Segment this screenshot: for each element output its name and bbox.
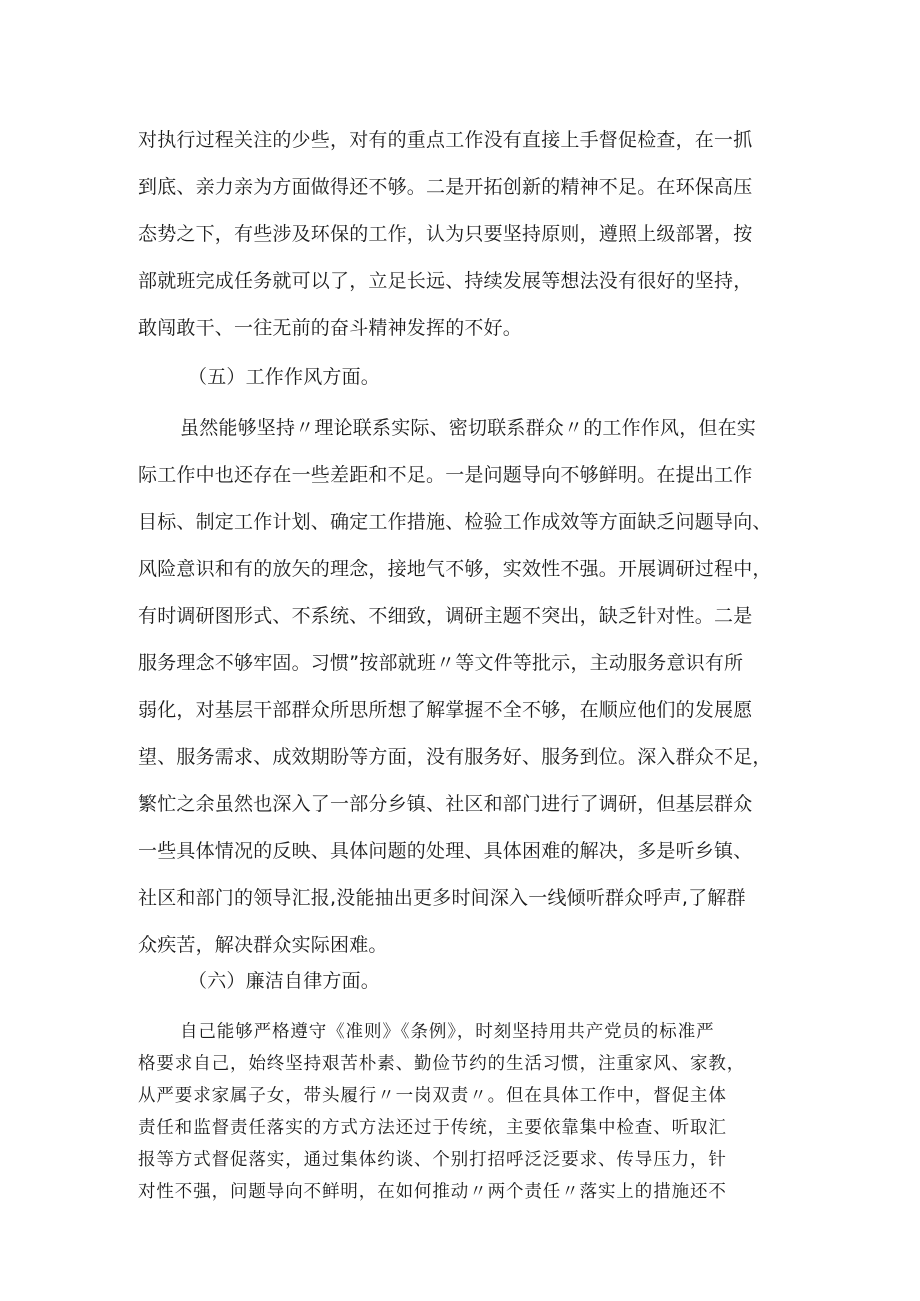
paragraph-line: 自己能够严格遵守《准则》《条例》，时刻坚持用共产党员的标准严 (180, 1022, 715, 1042)
paragraph-line: 众疾苦，解决群众实际困难。 (138, 934, 388, 956)
paragraph-line: 望、服务需求、成效期盼等方面，没有服务好、服务到位。深入群众不足， (138, 746, 772, 768)
paragraph-line: 态势之下，有些涉及环保的工作，认为只要坚持原则，遵照上级部署，按 (138, 223, 753, 245)
paragraph-line: 到底、亲力亲为方面做得还不够。二是开拓创新的精神不足。在环保高压 (138, 176, 753, 198)
paragraph-line: 敢闯敢干、一往无前的奋斗精神发挥的不好。 (138, 317, 523, 339)
paragraph-line: 际工作中也还存在一些差距和不足。一是问题导向不够鲜明。在提出工作 (138, 464, 753, 486)
paragraph-line: 格要求自己，始终坚持艰苦朴素、勤俭节约的生活习惯，注重家风、家教， (138, 1054, 746, 1074)
paragraph-line: 社区和部门的领导汇报,没能抽出更多时间深入一线倾听群众呼声,了解群 (138, 887, 746, 909)
section-heading: （六）廉洁自律方面。 (188, 970, 381, 992)
section-heading: （五）工作作风方面。 (188, 366, 381, 388)
paragraph-line: 部就班完成任务就可以了，立足长远、持续发展等想法没有很好的坚持， (138, 270, 753, 292)
paragraph-line: 责任和监督责任落实的方式方法还过于传统，主要依靠集中检查、听取汇 (138, 1118, 727, 1138)
paragraph-line: 虽然能够坚持〃理论联系实际、密切联系群众〃的工作作风，但在实 (180, 417, 757, 439)
paragraph-line: 服务理念不够牢固。习惯”按部就班〃等文件等批示，主动服务意识有所 (138, 652, 744, 674)
paragraph-line: 对性不强，问题导向不鲜明，在如何推动〃两个责任〃落实上的措施还不 (138, 1182, 727, 1202)
paragraph-line: 风险意识和有的放矢的理念，接地气不够，实效性不强。开展调研过程中， (138, 558, 772, 580)
paragraph-line: 目标、制定工作计划、确定工作措施、检验工作成效等方面缺乏问题导向、 (138, 511, 772, 533)
paragraph-line: 对执行过程关注的少些，对有的重点工作没有直接上手督促检查，在一抓 (138, 129, 753, 151)
paragraph-line: 弱化，对基层干部群众所思所想了解掌握不全不够，在顺应他们的发展愿 (138, 699, 753, 721)
paragraph-line: 繁忙之余虽然也深入了一部分乡镇、社区和部门进行了调研，但基层群众 (138, 793, 753, 815)
paragraph-line: 报等方式督促落实，通过集体约谈、个别打招呼泛泛要求、传导压力，针 (138, 1150, 727, 1170)
paragraph-line: 一些具体情况的反映、具体问题的处理、具体困难的解决，多是听乡镇、 (138, 840, 753, 862)
paragraph-line: 有时调研图形式、不系统、不细致，调研主题不突出，缺乏针对性。二是 (138, 605, 753, 627)
paragraph-line: 从严要求家属子女，带头履行〃一岗双责〃。但在具体工作中，督促主体 (138, 1086, 727, 1106)
